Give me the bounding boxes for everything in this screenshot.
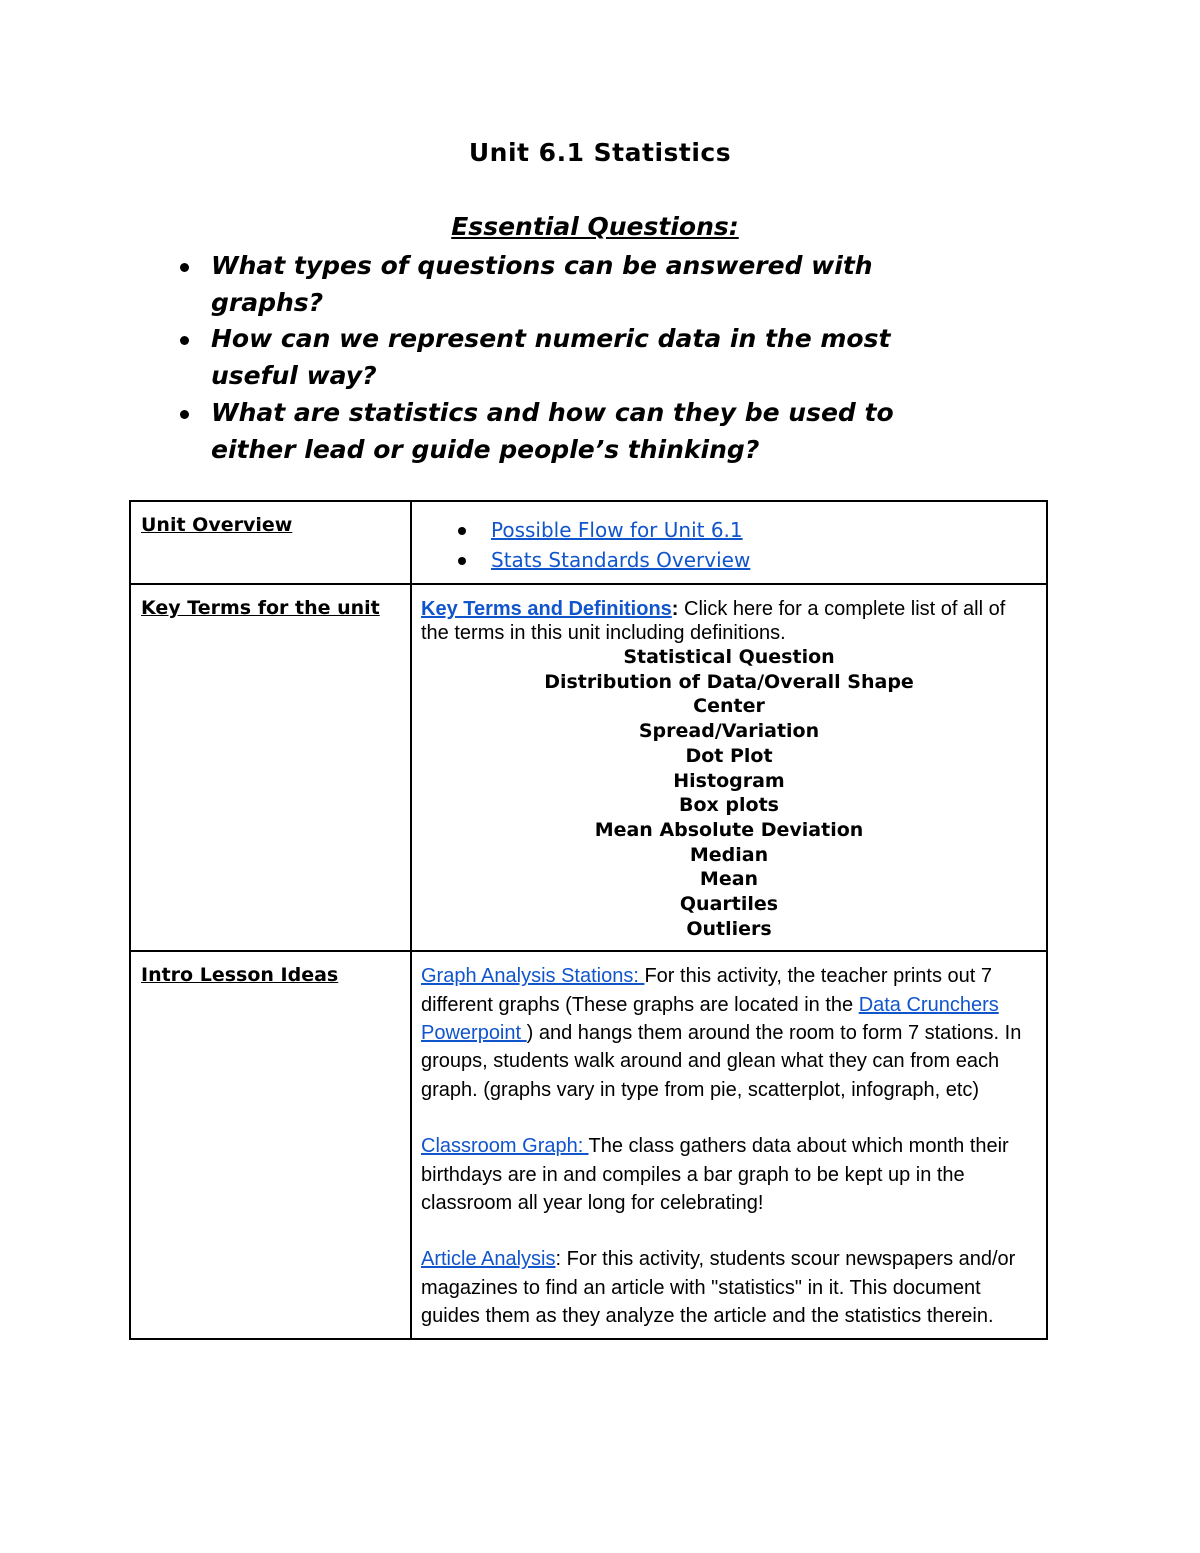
list-item — [412, 545, 1046, 575]
row-label-unit-overview: Unit Overview — [141, 514, 293, 536]
list-item: Quartiles — [679, 893, 779, 916]
bullet-icon — [458, 557, 466, 565]
row-label-key-terms: Key Terms for the unit — [141, 597, 380, 619]
list-item — [412, 515, 1046, 545]
graph-analysis-link[interactable]: Graph Analysis Stations: — [421, 965, 645, 988]
list-item: Spread/Variation — [638, 720, 820, 743]
graph-analysis-text-end: ) and hangs them around the room to form 7 stations. In groups, students walk around and glean what they can from each graph. (graphs vary in type from pie, scatterplot, infograph, etc) — [421, 1022, 1022, 1101]
stats-standards-link[interactable]: Stats Standards Overview — [491, 548, 751, 572]
list-item: Statistical Question — [623, 646, 835, 668]
question-line: How can we represent numeric data in the most — [211, 324, 891, 354]
table-cell — [130, 501, 411, 584]
row-label-intro-lessons: Intro Lesson Ideas — [141, 964, 339, 987]
question-line: either lead or guide people’s thinking? — [211, 434, 760, 464]
key-terms-list — [412, 645, 1046, 950]
table-row — [130, 951, 1047, 1339]
classroom-graph-link[interactable]: Classroom Graph: — [421, 1135, 589, 1158]
table-cell — [411, 584, 1047, 951]
bullet-icon — [180, 336, 189, 345]
paragraph-gap — [412, 1217, 1046, 1245]
list-item: Histogram — [673, 769, 785, 792]
key-terms-colon: : — [671, 598, 679, 620]
list-item: Dot Plot — [685, 744, 773, 767]
paragraph-gap — [412, 1104, 1046, 1132]
question-line: useful way? — [211, 361, 377, 391]
article-analysis-link[interactable]: Article Analysis — [421, 1248, 556, 1271]
list-item: Median — [689, 843, 769, 866]
table-cell — [130, 584, 411, 951]
possible-flow-link[interactable]: Possible Flow for Unit 6.1 — [491, 518, 743, 542]
list-item: Center — [693, 695, 765, 718]
list-item — [168, 395, 998, 468]
bullet-icon — [180, 263, 189, 272]
page-title: Unit 6.1 Statistics — [468, 138, 732, 167]
key-terms-intro — [412, 585, 1046, 645]
list-item — [168, 248, 998, 321]
bullet-icon — [180, 410, 189, 419]
essential-questions-heading: Essential Questions: — [451, 212, 739, 241]
unit-table — [129, 500, 1048, 1340]
question-line: What types of questions can be answered with — [211, 251, 873, 280]
table-cell — [411, 501, 1047, 584]
data-crunchers-link[interactable]: Data Crunchers Powerpoint — [421, 993, 999, 1045]
question-line: graphs? — [211, 287, 324, 317]
list-item — [168, 321, 998, 394]
table-row — [130, 501, 1047, 584]
key-terms-link[interactable]: Key Terms and Definitions — [421, 598, 672, 620]
table-cell — [130, 951, 411, 1339]
list-item: Box plots — [679, 794, 779, 817]
table-row — [130, 584, 1047, 951]
article-analysis-paragraph — [412, 1245, 1046, 1338]
list-item: Outliers — [686, 917, 772, 940]
question-line: What are statistics and how can they be used to — [211, 397, 894, 427]
essential-questions-list — [168, 248, 998, 468]
graph-analysis-text: For this activity, the teacher prints out 7 different graphs (These graphs are located in the — [421, 965, 993, 1016]
graph-analysis-paragraph — [412, 952, 1046, 1103]
list-item: Distribution of Data/Overall Shape — [544, 670, 914, 693]
table-cell — [411, 951, 1047, 1339]
classroom-graph-text: The class gathers data about which month their birthdays are in and compiles a bar graph to be kept up in the classroom all year long for celebrating! — [421, 1135, 1009, 1214]
list-item: Mean Absolute Deviation — [594, 818, 864, 841]
key-terms-intro-text: Click here for a complete list of all of the terms in this unit including definitions. — [421, 598, 1006, 644]
article-analysis-text: : For this activity, students scour newspapers and/or magazines to find an article with "statistics" in it. This document guides them as they analyze the article and the statistics therein. — [421, 1248, 1016, 1327]
bullet-icon — [458, 527, 466, 535]
classroom-graph-paragraph — [412, 1132, 1046, 1217]
unit-overview-links — [412, 502, 1046, 583]
list-item: Mean — [699, 868, 759, 891]
